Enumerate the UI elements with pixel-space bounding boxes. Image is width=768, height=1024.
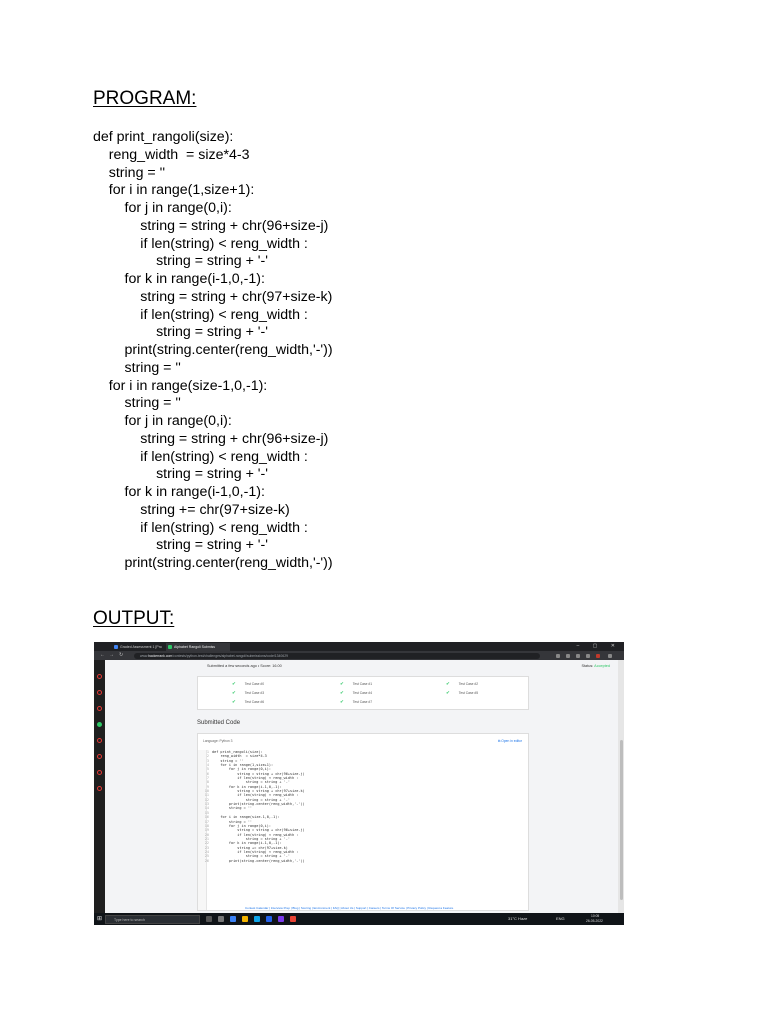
check-icon: ✔ xyxy=(340,690,344,695)
line-number: 23 xyxy=(204,845,209,850)
check-icon: ✔ xyxy=(340,699,344,704)
submitted-info: Submitted a few seconds ago • Score: 16.00 xyxy=(207,664,282,668)
test-case[interactable] xyxy=(446,681,478,687)
open-in-editor-link[interactable]: ⧉ Open in editor xyxy=(498,739,522,743)
line-number: 14 xyxy=(204,806,209,811)
url-path: /contests/python-test/challenges/alphabet-rangoli/submissions/code/1340629 xyxy=(172,653,288,658)
submitted-code-text: for i in range(size-1,0,-1): xyxy=(212,815,280,820)
test-case[interactable] xyxy=(232,690,264,696)
windows-start-icon[interactable]: ⊞ xyxy=(97,916,103,922)
status-value: Accepted xyxy=(594,664,610,668)
taskbar-time[interactable]: 10:05 xyxy=(591,914,600,918)
sidebar-icon[interactable] xyxy=(97,690,102,695)
submission-status xyxy=(581,664,610,668)
submission-page xyxy=(105,660,618,913)
extension-icon[interactable] xyxy=(566,654,570,658)
code-line: if len(string) < reng_width : xyxy=(93,519,308,536)
submitted-code-text: string = string + '-' xyxy=(212,797,290,802)
taskbar-search-placeholder: Type here to search xyxy=(114,917,145,922)
code-line: print(string.center(reng_width,'-')) xyxy=(93,555,333,571)
code-line: reng_width = size*4-3 xyxy=(93,146,250,163)
line-number: 11 xyxy=(204,793,209,798)
test-case-label: Test Case #1 xyxy=(352,682,373,686)
submitted-code-text: string = string + chr(96+size-j) xyxy=(212,771,305,776)
line-number: 12 xyxy=(204,797,209,802)
teams-icon[interactable] xyxy=(278,916,284,922)
tab-favicon-icon xyxy=(168,645,172,649)
submitted-code-text: string = string + '-' xyxy=(212,836,290,841)
test-case[interactable] xyxy=(232,681,264,687)
line-number: 8 xyxy=(206,780,209,785)
line-number: 17 xyxy=(204,819,209,824)
task-view-icon[interactable] xyxy=(206,916,212,922)
check-icon: ✔ xyxy=(446,681,450,686)
browser-sidebar xyxy=(94,660,105,913)
test-case[interactable] xyxy=(232,699,264,705)
submitted-code-text: reng_width = size*4-3 xyxy=(212,754,267,759)
chrome-icon[interactable] xyxy=(290,916,296,922)
code-line: string += chr(97+size-k) xyxy=(93,501,290,518)
menu-icon[interactable] xyxy=(608,654,612,658)
code-line: for j in range(0,i): xyxy=(93,200,232,216)
test-case-label: Test Case #6 xyxy=(244,700,265,704)
code-line: for k in range(i-1,0,-1): xyxy=(93,484,265,500)
line-number: 3 xyxy=(206,758,209,763)
code-line: string = string + '-' xyxy=(93,324,268,341)
code-line: for k in range(i-1,0,-1): xyxy=(93,271,265,287)
address-input[interactable] xyxy=(134,653,540,659)
submitted-code-text: string = string + '-' xyxy=(212,854,290,859)
submitted-code-panel xyxy=(197,733,529,911)
line-number: 16 xyxy=(204,815,209,820)
test-case[interactable] xyxy=(340,681,372,687)
submitted-code-text: string = string + chr(97+size-k) xyxy=(212,789,305,794)
check-icon: ✔ xyxy=(340,681,344,686)
submitted-code-text: if len(string) < reng_width : xyxy=(212,776,299,781)
line-number: 22 xyxy=(204,841,209,846)
sidebar-icon[interactable] xyxy=(97,786,102,791)
mail-icon[interactable] xyxy=(266,916,272,922)
line-number: 10 xyxy=(204,789,209,794)
tab-favicon-icon xyxy=(114,645,118,649)
sidebar-icon[interactable] xyxy=(97,754,102,759)
profile-icon[interactable] xyxy=(596,654,600,658)
back-icon[interactable]: ← xyxy=(100,652,105,658)
submitted-code-text: if len(string) < reng_width : xyxy=(212,832,299,837)
test-case-label: Test Case #5 xyxy=(458,691,479,695)
line-number: 6 xyxy=(206,771,209,776)
line-number: 15 xyxy=(204,810,209,815)
reload-icon[interactable]: ↻ xyxy=(119,652,124,658)
submitted-code-text: for k in range(i-1,0,-1): xyxy=(212,784,282,789)
browser-tab-active[interactable] xyxy=(166,643,230,651)
sidebar-icon[interactable] xyxy=(97,674,102,679)
weather-widget[interactable]: 31°C Haze xyxy=(508,916,528,921)
code-line: string = '' xyxy=(93,359,181,376)
line-number: 26 xyxy=(204,858,209,863)
submitted-code-text: string = string + chr(96+size-j) xyxy=(212,828,305,833)
language-indicator[interactable]: ENG xyxy=(556,916,565,921)
edge-icon[interactable] xyxy=(230,916,236,922)
code-line: if len(string) < reng_width : xyxy=(93,235,308,252)
code-line: string = string + '-' xyxy=(93,537,268,554)
program-heading: PROGRAM: xyxy=(93,88,197,109)
output-screenshot xyxy=(94,642,624,925)
scrollbar[interactable] xyxy=(618,660,624,913)
taskbar-date[interactable]: 26-05-2022 xyxy=(586,919,603,923)
code-line: string = string + '-' xyxy=(93,466,268,483)
status-label: Status: xyxy=(581,664,594,668)
output-heading: OUTPUT: xyxy=(93,608,175,629)
line-number: 4 xyxy=(206,763,209,768)
code-line: print(string.center(reng_width,'-')) xyxy=(93,342,333,358)
url-host: hackerrank.com xyxy=(148,653,173,658)
code-line: if len(string) < reng_width : xyxy=(93,448,308,465)
line-number: 1 xyxy=(206,750,209,754)
line-number: 5 xyxy=(206,767,209,772)
file-explorer-icon[interactable] xyxy=(242,916,248,922)
submitted-code-text: def print_rangoli(size): xyxy=(212,750,263,754)
submitted-code-lines xyxy=(201,750,305,863)
test-case-label: Test Case #0 xyxy=(244,682,265,686)
forward-icon[interactable]: → xyxy=(109,652,114,658)
line-number: 18 xyxy=(204,823,209,828)
code-line: for i in range(1,size+1): xyxy=(93,182,255,199)
code-line: def print_rangoli(size): xyxy=(93,129,234,145)
scrollbar-thumb[interactable] xyxy=(620,740,623,900)
code-line: string = string + chr(96+size-j) xyxy=(93,430,329,447)
taskbar-search-input[interactable] xyxy=(105,915,200,924)
line-number: 13 xyxy=(204,802,209,807)
browser-tab[interactable] xyxy=(112,643,170,651)
program-code-block xyxy=(93,129,333,573)
line-number: 19 xyxy=(204,828,209,833)
submitted-code-text: for k in range(i-1,0,-1): xyxy=(212,841,282,846)
widgets-icon[interactable] xyxy=(218,916,224,922)
language-label: Language: Python 3 xyxy=(203,739,233,743)
submitted-code-text: for j in range(0,i): xyxy=(212,767,272,772)
submitted-code-text: string = '' xyxy=(212,806,253,811)
submitted-code-text: if len(string) < reng_width : xyxy=(212,849,299,854)
submitted-code-text: string += chr(97+size-k) xyxy=(212,845,288,850)
submitted-code-text: string = '' xyxy=(212,758,244,763)
submitted-code-line xyxy=(201,859,305,863)
sidebar-icon[interactable] xyxy=(97,738,102,743)
open-in-editor-label: Open in editor xyxy=(501,739,522,743)
test-case[interactable] xyxy=(340,690,372,696)
submitted-code-text: string = string + '-' xyxy=(212,780,290,785)
submitted-code-text: for i in range(1,size+1): xyxy=(212,763,274,768)
window-controls[interactable]: – ▢ ✕ xyxy=(576,643,621,649)
windows-taskbar xyxy=(94,913,624,925)
check-icon: ✔ xyxy=(232,681,236,686)
test-cases-panel xyxy=(197,676,529,710)
submitted-code-text: if len(string) < reng_width : xyxy=(212,793,299,798)
code-line: for i in range(size-1,0,-1): xyxy=(93,377,268,394)
line-number: 2 xyxy=(206,754,209,759)
submitted-code-text: print(string.center(reng_width,'-')) xyxy=(212,858,305,863)
url-prefix: www. xyxy=(140,653,149,658)
code-line: for j in range(0,i): xyxy=(93,413,232,429)
sidebar-icon[interactable] xyxy=(97,722,102,727)
sidebar-icon[interactable] xyxy=(97,706,102,711)
check-icon: ✔ xyxy=(232,690,236,695)
submitted-code-text: for j in range(0,i): xyxy=(212,823,272,828)
line-number: 25 xyxy=(204,854,209,859)
test-case-label: Test Case #3 xyxy=(244,691,265,695)
check-icon: ✔ xyxy=(446,690,450,695)
line-number: 24 xyxy=(204,849,209,854)
submitted-code-title: Submitted Code xyxy=(197,720,241,726)
sidebar-icon[interactable] xyxy=(97,770,102,775)
submitted-code-text: string = '' xyxy=(212,819,253,824)
check-icon: ✔ xyxy=(232,699,236,704)
extension-icon[interactable] xyxy=(556,654,560,658)
line-number: 7 xyxy=(206,776,209,781)
line-number: 9 xyxy=(206,784,209,789)
code-line: string = string + chr(96+size-j) xyxy=(93,217,329,234)
code-line: string = string + '-' xyxy=(93,253,268,270)
extension-icon[interactable] xyxy=(576,654,580,658)
line-number: 21 xyxy=(204,836,209,841)
code-line: if len(string) < reng_width : xyxy=(93,306,308,323)
browser-tab-bar xyxy=(94,642,624,651)
code-line: string = '' xyxy=(93,395,181,412)
line-number: 20 xyxy=(204,832,209,837)
test-case-label: Test Case #4 xyxy=(352,691,373,695)
submitted-code-text: print(string.center(reng_width,'-')) xyxy=(212,802,305,807)
footer-links[interactable]: Contest Calendar | Interview Prep | Blog | Scoring | Environment | FAQ | About Us | Support | Careers | Terms Of Service | Privacy Policy | Request a Feature xyxy=(245,906,454,910)
store-icon[interactable] xyxy=(254,916,260,922)
test-case-label: Test Case #7 xyxy=(352,700,373,704)
test-case-label: Test Case #2 xyxy=(458,682,479,686)
code-line: string = string + chr(97+size-k) xyxy=(93,288,333,305)
test-case[interactable] xyxy=(446,690,478,696)
browser-url-bar xyxy=(94,651,624,660)
code-line: string = '' xyxy=(93,164,166,181)
browser-tab-label: Graded Assessment 1 [Pro xyxy=(120,645,162,649)
extension-icon[interactable] xyxy=(586,654,590,658)
test-case[interactable] xyxy=(340,699,372,705)
browser-tab-label: Alphabet Rangoli Submiss xyxy=(174,645,216,649)
